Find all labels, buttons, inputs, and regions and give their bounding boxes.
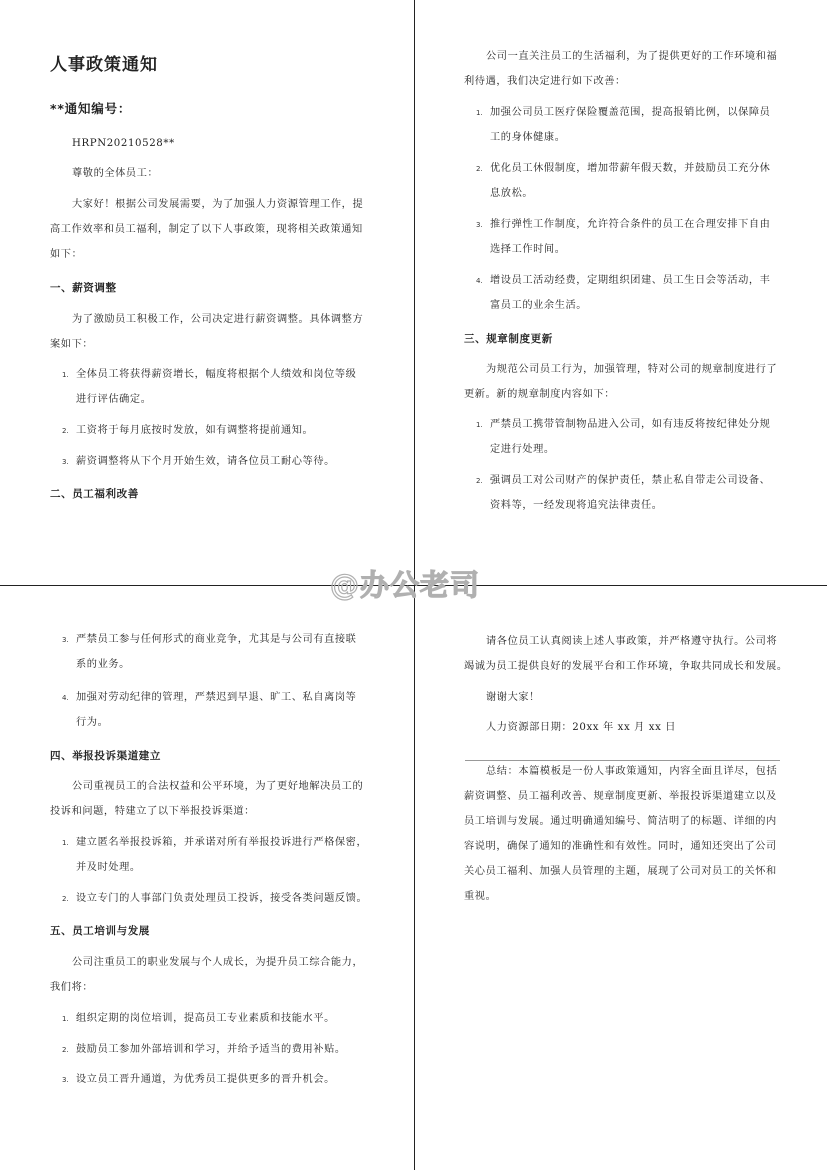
closing-line: 竭诚为员工提供良好的发展平台和工作环境，争取共同成长和发展。 [464, 661, 788, 672]
section-intro: 我们将： [50, 982, 94, 993]
notice-number: HRPN20210528** [72, 138, 175, 149]
section-intro: 公司一直关注员工的生活福利，为了提供更好的工作环境和福 [486, 51, 778, 62]
document-title: 人事政策通知 [50, 55, 158, 75]
summary-line: 员工培训与发展。通过明确通知编号、简洁明了的标题、详细的内 [464, 816, 777, 827]
signature-date: 人力资源部日期：20xx 年 xx 月 xx 日 [486, 722, 677, 733]
intro-line: 高工作效率和员工福利，制定了以下人事政策，现将相关政策通知 [50, 224, 363, 235]
summary-line: 总结：本篇模板是一份人事政策通知，内容全面且详尽，包括 [486, 766, 778, 777]
section-heading-benefits: 二、员工福利改善 [50, 488, 139, 500]
list-item: 组织定期的岗位培训，提高员工专业素质和技能水平。 [76, 1013, 335, 1024]
list-number: 1. [476, 421, 483, 429]
list-item: 严禁员工参与任何形式的商业竞争，尤其是与公司有直接联 [76, 634, 357, 645]
section-intro: 公司注重员工的职业发展与个人成长，为提升员工综合能力， [72, 957, 364, 968]
list-item-continued: 行为。 [76, 717, 109, 728]
list-item: 鼓励员工参加外部培训和学习，并给予适当的费用补贴。 [76, 1044, 346, 1055]
list-number: 2. [62, 427, 69, 435]
list-number: 4. [62, 694, 69, 702]
list-item: 增设员工活动经费，定期组织团建、员工生日会等活动，丰 [490, 275, 771, 286]
closing-line: 请各位员工认真阅读上述人事政策，并严格遵守执行。公司将 [486, 636, 778, 647]
summary-line: 薪资调整、员工福利改善、规章制度更新、举报投诉渠道建立以及 [464, 791, 777, 802]
list-item: 设立专门的人事部门负责处理员工投诉，接受各类问题反馈。 [76, 893, 368, 904]
list-number: 1. [62, 1015, 69, 1023]
intro-line: 大家好！根据公司发展需要，为了加强人力资源管理工作，提 [72, 199, 364, 210]
list-item: 加强公司员工医疗保险覆盖范围，提高报销比例，以保障员 [490, 107, 771, 118]
list-item-continued: 并及时处理。 [76, 862, 141, 873]
list-item: 强调员工对公司财产的保护责任，禁止私自带走公司设备、 [490, 475, 771, 486]
summary-line: 容说明，确保了通知的准确性和有效性。同时，通知还突出了公司 [464, 841, 777, 852]
list-item: 严禁员工携带管制物品进入公司，如有违反将按纪律处分规 [490, 419, 771, 430]
greeting: 尊敬的全体员工： [72, 168, 159, 179]
section-intro: 为规范公司员工行为，加强管理，特对公司的规章制度进行了 [486, 364, 778, 375]
list-item-continued: 系的业务。 [76, 659, 130, 670]
list-item-continued: 资料等，一经发现将追究法律责任。 [490, 500, 663, 511]
list-item: 设立员工晋升通道，为优秀员工提供更多的晋升机会。 [76, 1074, 335, 1085]
section-heading-complaints: 四、举报投诉渠道建立 [50, 750, 161, 762]
list-item-continued: 定进行处理。 [490, 444, 555, 455]
list-number: 2. [62, 895, 69, 903]
list-item: 工资将于每月底按时发放，如有调整将提前通知。 [76, 425, 314, 436]
list-number: 2. [476, 477, 483, 485]
watermark-logo: @办公老司 [330, 568, 481, 602]
list-item-continued: 富员工的业余生活。 [490, 300, 588, 311]
thanks: 谢谢大家！ [486, 692, 540, 703]
list-item: 优化员工休假制度，增加带薪年假天数，并鼓励员工充分休 [490, 163, 771, 174]
list-item: 薪资调整将从下个月开始生效，请各位员工耐心等待。 [76, 456, 335, 467]
list-number: 1. [476, 109, 483, 117]
list-number: 4. [476, 277, 483, 285]
list-number: 3. [476, 221, 483, 229]
list-item-continued: 息放松。 [490, 188, 534, 199]
section-heading-training: 五、员工培训与发展 [50, 925, 150, 937]
list-number: 3. [62, 1076, 69, 1084]
list-item: 推行弹性工作制度，允许符合条件的员工在合理安排下自由 [490, 219, 771, 230]
section-intro: 更新。新的规章制度内容如下： [464, 389, 616, 400]
section-intro: 案如下： [50, 339, 94, 350]
list-item: 建立匿名举报投诉箱，并承诺对所有举报投诉进行严格保密， [76, 837, 368, 848]
notice-number-label: **通知编号： [50, 101, 132, 116]
list-number: 3. [62, 636, 69, 644]
section-intro: 为了激励员工积极工作，公司决定进行薪资调整。具体调整方 [72, 314, 364, 325]
list-number: 2. [62, 1046, 69, 1054]
summary-line: 关心员工福利、加强人员管理的主题，展现了公司对员工的关怀和 [464, 866, 777, 877]
section-heading-salary: 一、薪资调整 [50, 282, 117, 294]
list-number: 1. [62, 839, 69, 847]
summary-line: 重视。 [464, 891, 497, 902]
list-number: 2. [476, 165, 483, 173]
list-item: 全体员工将获得薪资增长，幅度将根据个人绩效和岗位等级 [76, 369, 357, 380]
list-item-continued: 进行评估确定。 [76, 394, 152, 405]
section-heading-rules: 三、规章制度更新 [464, 333, 553, 345]
list-number: 1. [62, 371, 69, 379]
list-item: 加强对劳动纪律的管理，严禁迟到早退、旷工、私自离岗等 [76, 692, 357, 703]
list-item-continued: 选择工作时间。 [490, 244, 566, 255]
section-intro: 利待遇，我们决定进行如下改善： [464, 76, 626, 87]
section-intro: 投诉和问题，特建立了以下举报投诉渠道： [50, 806, 255, 817]
list-item-continued: 工的身体健康。 [490, 132, 566, 143]
intro-line: 如下： [50, 249, 83, 260]
section-intro: 公司重视员工的合法权益和公平环境，为了更好地解决员工的 [72, 781, 364, 792]
list-number: 3. [62, 458, 69, 466]
